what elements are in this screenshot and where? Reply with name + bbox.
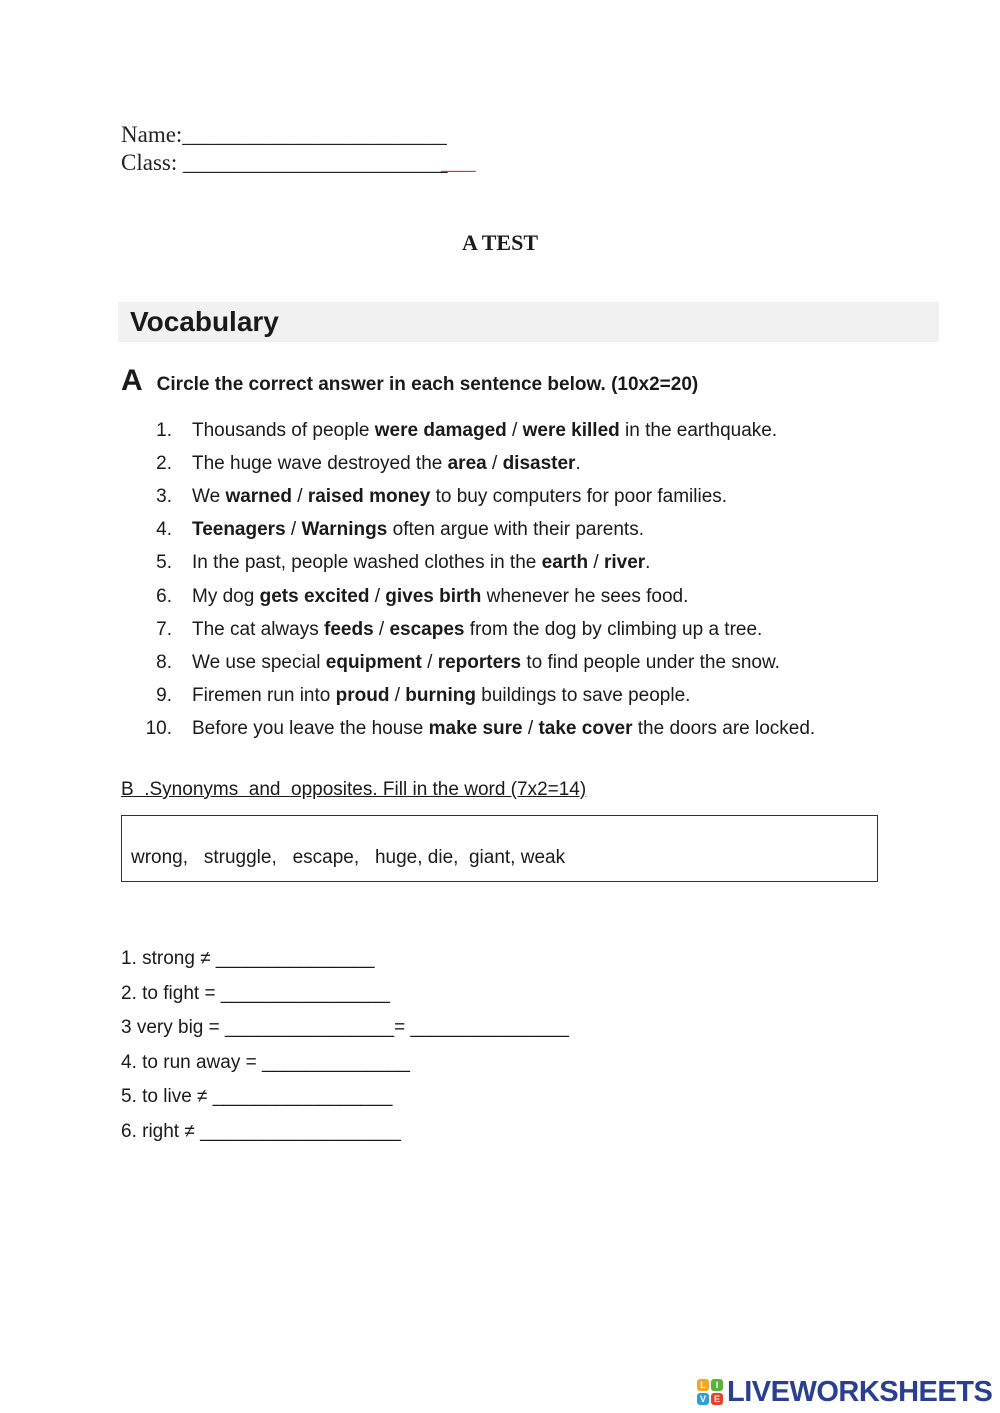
- option-separator: /: [588, 552, 604, 574]
- answer-option-1[interactable]: feeds: [324, 618, 374, 640]
- question-text: The huge wave destroyed the: [192, 452, 448, 474]
- section-b-heading: B .Synonyms and opposites. Fill in the word (7x2=14): [121, 779, 587, 800]
- question-text: Firemen run into: [192, 685, 336, 707]
- question-a-6: [121, 580, 815, 613]
- answer-option-2[interactable]: Warnings: [301, 519, 388, 541]
- logo-mark-icon: [697, 1379, 723, 1405]
- question-a-7: [121, 613, 815, 646]
- answer-option-1[interactable]: were damaged: [374, 419, 507, 441]
- option-separator: /: [486, 452, 503, 474]
- answer-option-2[interactable]: raised money: [307, 485, 431, 507]
- question-a-5: [121, 547, 815, 580]
- question-text: We use special: [192, 651, 326, 673]
- question-text: Thousands of people: [192, 419, 375, 441]
- vocabulary-heading: Vocabulary: [118, 302, 939, 342]
- question-sentence: [192, 685, 690, 707]
- page-title: A TEST: [461, 230, 539, 255]
- question-number: 3.: [156, 485, 172, 507]
- question-text-end: .: [645, 552, 651, 574]
- answer-option-1[interactable]: gets excited: [259, 585, 370, 607]
- liveworksheets-logo: [697, 1374, 992, 1410]
- question-number: 7.: [156, 618, 172, 640]
- logo-mark-e: E: [711, 1393, 723, 1405]
- option-separator: /: [373, 618, 390, 640]
- word-bank: wrong, struggle, escape, huge, die, giant, weak: [121, 815, 878, 882]
- answer-option-1[interactable]: earth: [541, 552, 589, 574]
- question-sentence: [192, 652, 780, 674]
- logo-text: LIVEWORKSHEETS: [727, 1375, 993, 1408]
- question-number: 9.: [156, 685, 172, 707]
- option-separator: /: [522, 718, 539, 740]
- option-separator: /: [291, 485, 308, 507]
- question-number: 4.: [156, 519, 172, 541]
- fill-in-item-1: 1. strong ≠ _______________: [121, 948, 375, 969]
- question-number: 1.: [156, 419, 172, 441]
- section-a-questions: [121, 414, 815, 746]
- question-number: 8.: [156, 651, 172, 673]
- answer-option-1[interactable]: Teenagers: [192, 519, 286, 541]
- answer-option-1[interactable]: proud: [335, 685, 390, 707]
- name-line: Name:_______________________: [121, 122, 447, 147]
- section-b-questions: [121, 945, 569, 1153]
- question-a-9: [121, 680, 815, 713]
- option-separator: /: [421, 651, 438, 673]
- option-separator: /: [369, 585, 386, 607]
- option-separator: /: [389, 685, 406, 707]
- question-number: 2.: [156, 452, 172, 474]
- question-sentence: [192, 519, 644, 541]
- question-text-end: from the dog by climbing up a tree.: [464, 618, 763, 640]
- answer-option-2[interactable]: river: [603, 552, 646, 574]
- question-a-2: [121, 447, 815, 480]
- option-separator: /: [506, 419, 523, 441]
- answer-option-2[interactable]: reporters: [437, 651, 522, 673]
- question-text-end: to buy computers for poor families.: [430, 485, 728, 507]
- question-text-end: often argue with their parents.: [387, 519, 644, 541]
- question-number: 6.: [156, 585, 172, 607]
- section-a-heading: [121, 364, 698, 398]
- question-a-3: [121, 480, 815, 513]
- section-a-instruction: Circle the correct answer in each sentence below. (10x2=20): [156, 374, 699, 395]
- question-text-end: in the earthquake.: [619, 419, 778, 441]
- question-text-end: the doors are locked.: [632, 718, 816, 740]
- logo-mark-i: I: [711, 1379, 723, 1391]
- question-number: 10.: [145, 718, 172, 740]
- fill-in-item-2: 2. to fight = ________________: [121, 982, 390, 1004]
- question-number: 5.: [156, 552, 172, 574]
- logo-mark-l: L: [697, 1379, 709, 1391]
- class-line-red-mark: ___: [441, 149, 476, 174]
- question-a-1: [121, 414, 815, 447]
- question-text-end: to find people under the snow.: [521, 651, 780, 673]
- question-a-10: [121, 713, 815, 746]
- student-info: [121, 121, 447, 177]
- answer-option-2[interactable]: gives birth: [385, 585, 482, 607]
- question-sentence: [192, 420, 777, 442]
- option-separator: /: [285, 519, 302, 541]
- question-text-end: .: [575, 452, 581, 474]
- answer-option-1[interactable]: make sure: [428, 718, 523, 740]
- answer-option-2[interactable]: were killed: [522, 419, 620, 441]
- answer-option-2[interactable]: burning: [405, 685, 476, 707]
- answer-option-2[interactable]: disaster: [502, 452, 576, 474]
- question-sentence: [192, 552, 650, 574]
- answer-option-2[interactable]: escapes: [389, 618, 465, 640]
- question-sentence: [192, 619, 762, 641]
- logo-mark-v: V: [697, 1393, 709, 1405]
- question-sentence: [192, 453, 581, 475]
- fill-in-item-3: 3 very big = ________________= _______________: [121, 1017, 569, 1039]
- answer-option-2[interactable]: take cover: [538, 718, 633, 740]
- question-sentence: [192, 586, 688, 608]
- question-text: My dog: [192, 585, 260, 607]
- fill-in-item-6: 6. right ≠ ___________________: [121, 1120, 401, 1142]
- question-text: In the past, people washed clothes in the: [192, 552, 542, 574]
- question-sentence: [192, 486, 727, 508]
- question-sentence: [192, 718, 815, 740]
- fill-in-item-4: 4. to run away = ______________: [121, 1051, 410, 1073]
- question-text: The cat always: [192, 618, 324, 640]
- answer-option-1[interactable]: area: [447, 452, 487, 474]
- answer-option-1[interactable]: warned: [225, 485, 292, 507]
- class-line: Class: _______________________: [121, 150, 448, 175]
- question-text-end: buildings to save people.: [476, 685, 691, 707]
- question-a-4: [121, 514, 815, 547]
- question-text: We: [192, 485, 226, 507]
- question-a-8: [121, 646, 815, 679]
- question-text-end: whenever he sees food.: [481, 585, 689, 607]
- question-text: Before you leave the house: [192, 718, 429, 740]
- section-a-letter: A: [121, 364, 143, 397]
- fill-in-item-5: 5. to live ≠ _________________: [121, 1086, 393, 1108]
- answer-option-1[interactable]: equipment: [325, 651, 422, 673]
